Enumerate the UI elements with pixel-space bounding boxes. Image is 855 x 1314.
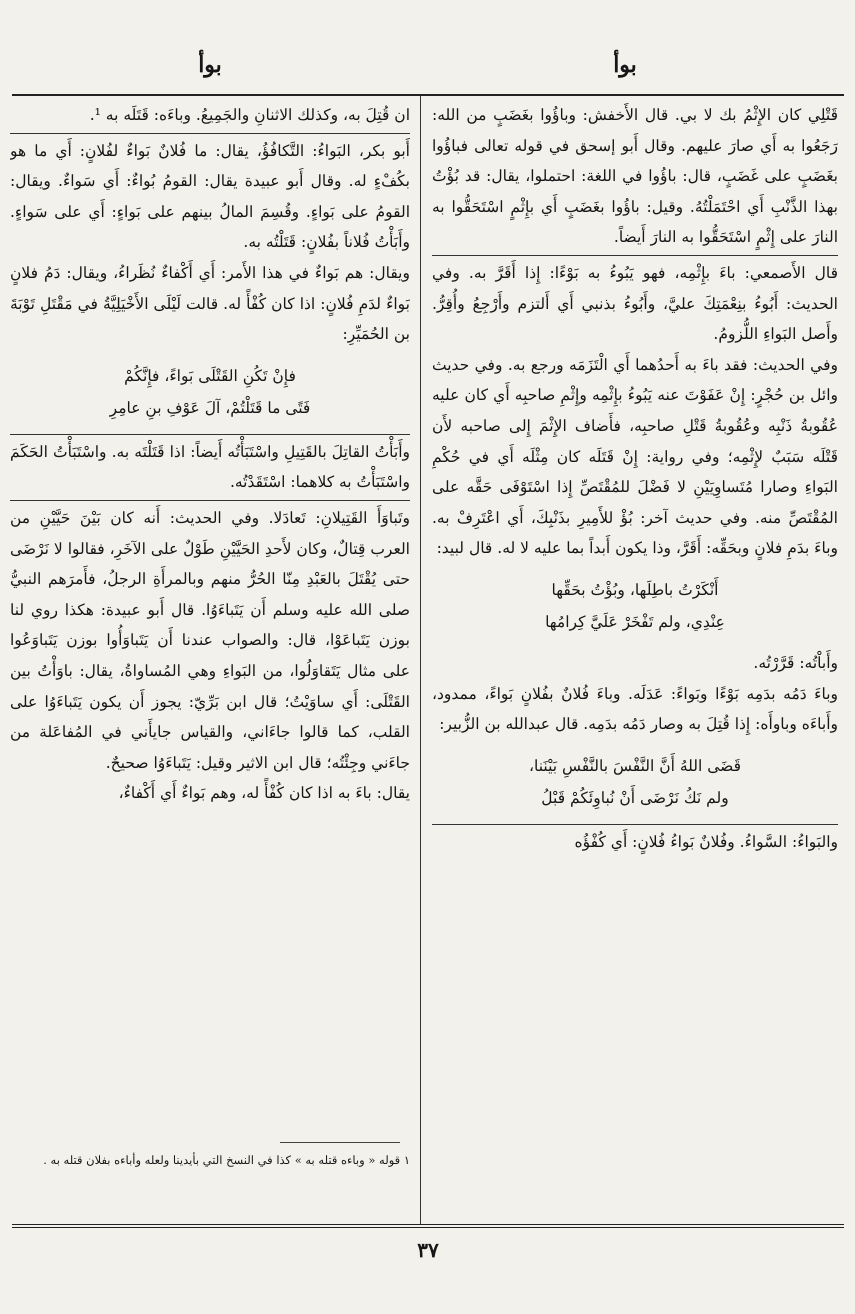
- verse-line: فإِنْ تَكُنِ القَتْلَى بَواءً، فإِنَّكُمْ: [124, 366, 296, 385]
- paragraph: أَبو بكر، البَواءُ: التَّكافُؤُ، يقال: ما فُلانٌ بَواءٌ لفُلانٍ: أَي ما هو بكُفْءٍ له. وقال أَبو عبيدة يقال: القومُ بُواءٌ: أَي سَواءٌ. ويقال: القومُ على بَواءٍ. وقُسِمَ المالُ بينهم على بَواءٍ: أَي على سَواءٍ. وأَبَأْتُ فُلاناً بفُلانٍ: قَتَلْتُه به.: [10, 141, 410, 252]
- paragraph: يقال: باءَ به اذا كان كُفْأً له، وهم بَواءٌ أَي أَكْفاءٌ،: [118, 784, 410, 803]
- paragraph: ويقال: هم بَواءٌ في هذا الأَمر: أَي أَكْفاءٌ نُظَراءُ، ويقال: دَمُ فلانٍ بَواءٌ لدَمِ فُلانٍ: اذا كان كُفْأً له. قالت لَيْلَى الأَخْيَلِيَّةُ في مَقْتَلِ تَوْبَةَ بن الحُمَيِّرِ:: [10, 263, 410, 344]
- paragraph: وأَبَأْتُ القاتِلَ بالقَتِيلِ واسْتَبَأْتُه أَيضاً: اذا قَتَلْتَه به. واسْتَبَأْتُ الحَكَمَ واسْتَبَأْتُ به كلاهما: اسْتَقَدْتُه.: [10, 434, 410, 498]
- footer-rule: [12, 1224, 844, 1225]
- paragraph: وباءَ دَمُه بدَمِه بَوْءًا وبَواءً: عَدَلَه. وباءَ فُلانٌ بفُلانٍ بَواءً، ممدود، وأَباءَه وباوأَه: إِذا قُتِلَ به وصار دَمُه بدَمِه. قال عبدالله بن الزُّبير:: [432, 684, 838, 734]
- verse-line: ولم نَكُ نَرْضَى أَنْ نُباوِئَكُمْ قَبْلُ: [541, 788, 729, 807]
- right-column: [432, 100, 838, 1220]
- footnote: ١ قوله « وباءه قتله به » كذا في النسخ التي بأيدينا ولعله وأباءه بفلان قتله به .: [43, 1153, 410, 1167]
- paragraph: ان قُتِلَ به، وكذلك الاثنانِ والجَمِيعُ. وباءَه: قَتَلَه به ¹.: [10, 100, 410, 134]
- left-column: [10, 100, 410, 1136]
- footnote-rule: [280, 1142, 400, 1143]
- paragraph: والبَواءُ: السَّواءُ. وفُلانٌ بَواءُ فُلانٍ: أَي كُفْؤُه: [432, 824, 838, 858]
- running-headword-left: بوأ: [198, 52, 222, 78]
- paragraph: وفي الحديث: فقد باءَ به أَحدُهما أَي الْتَزَمَه ورجع به. وفي حديث وائل بن حُجْرٍ: إِنْ عَفَوْتَ عنه يَبُوءُ بإِثْمِه وإِثْمِ صاحبِه أَي كان عليه عُقُوبةُ ذَنْبِه وعُقُوبةُ قَتْلِ صاحبِه، فأَضاف الإِثْمَ إِلى صاحبه لأَن قَتْلَه سَبَبٌ لإِثْمِه؛ وفي رواية: إِنْ قَتَلَه كان مِثْلَه أَي في حُكْمِ البَواءِ وصارا مُتَساوِيَيْنِ لا فَضْلَ للمُقْتَصِّ إِذا اسْتَوْفَى حَقَّه على المُقْتَصِّ منه. وفي حديث آخر: بُؤْ للأَمِيرِ بذَنْبِكَ، أَي اعْتَرِفْ به. وباءَ بدَمِ فلانٍ وبحَقِّه: أَقَرَّ، وذا يكون أَبداً بما عليه لا له. قال لبيد:: [432, 355, 838, 558]
- paragraph: قال الأَصمعي: باءَ بإِثْمِه، فهو يَبُوءُ به بَوْءًا: إِذا أَقَرَّ به. وفي الحديث: أَبُوءُ بنِعْمَتِكَ عليَّ، وأَبُوءُ بذنبي أَي أَلتزم وأَرْجِعُ وأُقِرُّ. وأَصل البَواءِ اللُّزومُ.: [432, 255, 838, 350]
- verse: [432, 750, 838, 814]
- paragraph: قَتْلِي كان الإِثْمُ بك لا بي. قال الأَخفش: وباؤُوا بغَضَبٍ من الله: رَجَعُوا به أَي صارَ عليهم. وقال أَبو إسحق في قوله تعالى فباؤُوا بغَضَبٍ على غَضَبٍ، قال: باؤُوا في اللغة: احتملوا، يقال: قد بُؤْتُ بهذا الذَّنْبِ أَي احْتَمَلْتُهُ. وقيل: باؤُوا بغَضَبٍ أَي بإِثْمٍ اسْتَحَقُّوا به النارَ على إِثْمٍ اسْتَحَقُّوا به النارَ أَيضاً.: [432, 106, 838, 247]
- verse: [10, 360, 410, 424]
- column-divider: [420, 96, 421, 1224]
- verse: [432, 574, 838, 638]
- paragraph: وتَباوَأَ القَتِيلانِ: تَعادَلا. وفي الحديث: أَنه كان بَيْنَ حَيَّيْنِ من العرب قِتالٌ، وكان لأَحدِ الحَيَّيْنِ طَوْلٌ على الآخَرِ، فقالوا لا نَرْضَى حتى يُقْتَلَ بالعَبْدِ مِنّا الحُرُّ منهم وبالمرأَةِ الرجلُ، فأَمرَهم النبيُّ صلى الله عليه وسلم أَن يَتَباءَوُا. قال أَبو عبيدة: هكذا روي لنا بوزن يَتَباعَوْا، قال: والصواب عندنا أَن يَتَباوَأُوا بوزن يَتَباوَعُوا على مثال يَتَقاوَلُوا، من البَواءِ وهي المُساواةُ، يقال: باوَأْتُ بين القَتْلَى: أَي ساوَيْتُ؛ قال ابن بَرِّيّ: يجوز أَن يكون يَتَباءَوُا على القلب، كما قالوا جاءَاني، والقياس جايأَني في المُفاعَلة من جاءَني وجِئْتُه؛ قال ابن الاثير وقيل: يَتَباءَوُا صحيحٌ.: [10, 500, 410, 778]
- verse-line: أَنْكَرْتُ باطِلَها، وبُؤْتُ بحَقِّها: [551, 580, 719, 599]
- footer-rule: [12, 1227, 844, 1228]
- page-number: ٣٧: [417, 1238, 439, 1262]
- verse-line: قَضَى اللهُ أَنَّ النَّفْسَ بالنَّفْسِ بَيْنَنا،: [529, 756, 741, 775]
- running-headword-right: بوأ: [613, 52, 637, 78]
- verse-line: عِنْدِي، ولم تَفْخَرْ عَلَيَّ كِرامُها: [545, 612, 725, 631]
- header-rule: [12, 94, 844, 96]
- verse-line: فَتًى ما قَتَلْتُمْ، آلَ عَوْفِ بنِ عامِرِ: [109, 398, 311, 417]
- paragraph: وأَباْتُه: قَرَّرْتُه.: [753, 653, 838, 672]
